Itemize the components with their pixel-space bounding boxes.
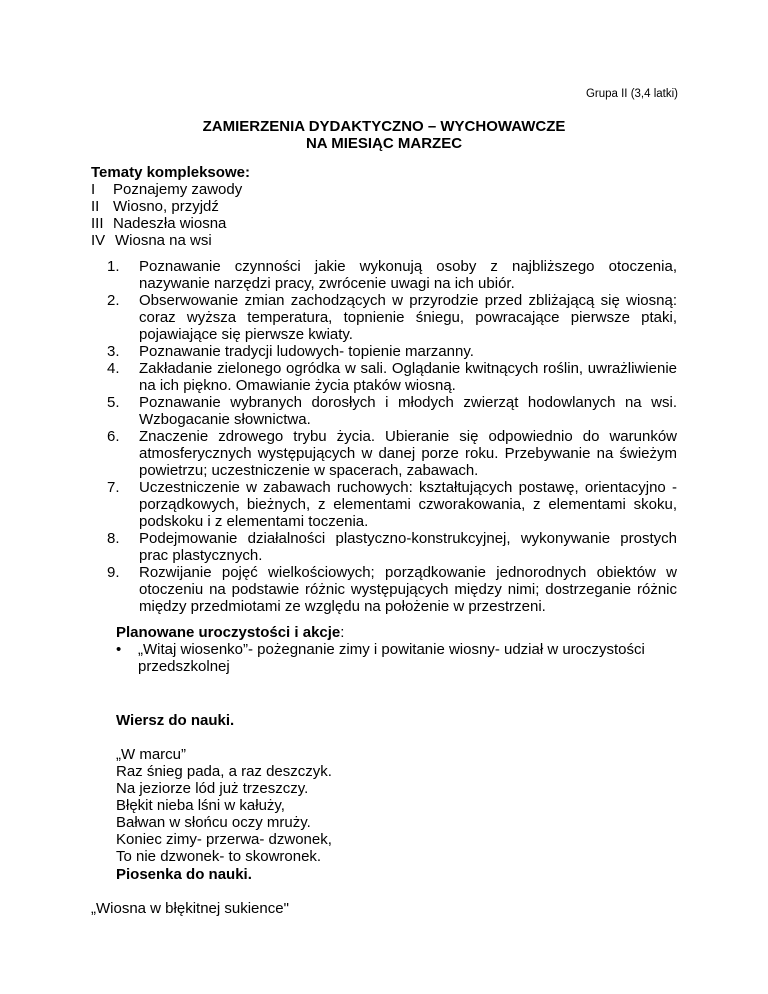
topic-number: III bbox=[91, 215, 104, 232]
topic-item bbox=[91, 198, 250, 215]
goal-item bbox=[107, 428, 677, 479]
events-heading: Planowane uroczystości i akcje bbox=[116, 624, 341, 641]
goal-item bbox=[107, 564, 677, 615]
goal-text: Obserwowanie zmian zachodzących w przyrodzie przed zbliżającą się wiosną: coraz wyższa temperatura, topnienie śniegu, powracające pierwsze ptaki, pojawiające się pierwsze kwiaty. bbox=[139, 292, 677, 343]
goal-number: 5. bbox=[107, 394, 120, 411]
event-text: „Witaj wiosenko”- pożegnanie zimy i powitanie wiosny- udział w uroczystości przedszkolnej bbox=[138, 641, 645, 675]
poem-line: Błękit nieba lśni w kałuży, bbox=[116, 797, 285, 814]
poem-body bbox=[116, 746, 332, 865]
goal-text: Poznawanie czynności jakie wykonują osoby z najbliższego otoczenia, nazywanie narzędzi pracy, zwrócenie uwagi na ich ubiór. bbox=[139, 258, 677, 292]
events-section bbox=[116, 624, 676, 675]
goal-text: Znaczenie zdrowego trybu życia. Ubieranie się odpowiednio do warunków atmosferycznych występujących w danej porze roku. Przebywanie na świeżym powietrzu; uczestniczenie w spacerach, zabawach. bbox=[139, 428, 677, 479]
bullet-icon: • bbox=[116, 641, 122, 658]
topic-item bbox=[91, 215, 250, 232]
poem-line: Koniec zimy- przerwa- dzwonek, bbox=[116, 831, 332, 848]
topic-number: IV bbox=[91, 232, 106, 249]
goal-item bbox=[107, 394, 677, 428]
goal-item bbox=[107, 360, 677, 394]
goal-number: 6. bbox=[107, 428, 120, 445]
event-item bbox=[116, 641, 676, 675]
topic-number: I bbox=[91, 181, 96, 198]
goal-number: 4. bbox=[107, 360, 120, 377]
song-heading: Piosenka do nauki. bbox=[116, 866, 252, 883]
poem-heading: Wiersz do nauki. bbox=[116, 712, 235, 729]
events-heading-row bbox=[116, 624, 676, 641]
goal-text: Poznawanie tradycji ludowych- topienie marzanny. bbox=[139, 343, 474, 360]
goal-item bbox=[107, 343, 677, 360]
events-heading-colon: : bbox=[340, 624, 345, 641]
poem-line: Na jeziorze lód już trzeszczy. bbox=[116, 780, 309, 797]
goal-item bbox=[107, 258, 677, 292]
goal-number: 1. bbox=[107, 258, 120, 275]
song-title: „Wiosna w błękitnej sukience" bbox=[91, 900, 289, 917]
goal-item bbox=[107, 479, 677, 530]
topic-label: Nadeszła wiosna bbox=[113, 215, 227, 232]
goal-item bbox=[107, 292, 677, 343]
goal-number: 7. bbox=[107, 479, 120, 496]
topic-number: II bbox=[91, 198, 100, 215]
goal-number: 8. bbox=[107, 530, 120, 547]
topics-section bbox=[91, 164, 250, 249]
goal-item bbox=[107, 530, 677, 564]
goal-number: 2. bbox=[107, 292, 120, 309]
goal-text: Rozwijanie pojęć wielkościowych; porządkowanie jednorodnych obiektów w otoczeniu na podstawie różnic występujących między nimi; dostrzeganie różnic między przedmiotami ze względu na położenie w przestrzeni. bbox=[139, 564, 677, 615]
goal-text: Poznawanie wybranych dorosłych i młodych zwierząt hodowlanych na wsi. Wzbogacanie słownictwa. bbox=[139, 394, 677, 428]
topic-label: Poznajemy zawody bbox=[113, 181, 243, 198]
title-line-2: NA MIESIĄC MARZEC bbox=[305, 135, 463, 152]
topic-label: Wiosna na wsi bbox=[115, 232, 212, 249]
title-line-1: ZAMIERZENIA DYDAKTYCZNO – WYCHOWAWCZE bbox=[202, 118, 566, 135]
goal-number: 9. bbox=[107, 564, 120, 581]
goal-text: Uczestniczenie w zabawach ruchowych: kształtujących postawę, orientacyjno - porządkowych, bieżnych, z elementami czworakowania, z elementami skoku, podskoku i z elementami toczenia. bbox=[139, 479, 677, 530]
poem-line: To nie dzwonek- to skowronek. bbox=[116, 848, 322, 865]
topic-item bbox=[91, 181, 250, 198]
goals-list bbox=[107, 258, 677, 615]
goal-text: Zakładanie zielonego ogródka w sali. Oglądanie kwitnących roślin, uwrażliwienie na ich piękno. Omawianie życia ptaków wiosną. bbox=[139, 360, 677, 394]
group-label: Grupa II (3,4 latki) bbox=[585, 88, 678, 100]
poem-line: Raz śnieg pada, a raz deszczyk. bbox=[116, 763, 332, 780]
topic-label: Wiosno, przyjdź bbox=[113, 198, 219, 215]
document-title bbox=[0, 118, 768, 152]
topics-heading: Tematy kompleksowe: bbox=[91, 164, 250, 181]
goal-text: Podejmowanie działalności plastyczno-konstrukcyjnej, wykonywanie prostych prac plastycznych. bbox=[139, 530, 677, 564]
goal-number: 3. bbox=[107, 343, 120, 360]
poem-line: Bałwan w słońcu oczy mruży. bbox=[116, 814, 311, 831]
poem-line: „W marcu” bbox=[116, 746, 186, 763]
topic-item bbox=[91, 232, 250, 249]
